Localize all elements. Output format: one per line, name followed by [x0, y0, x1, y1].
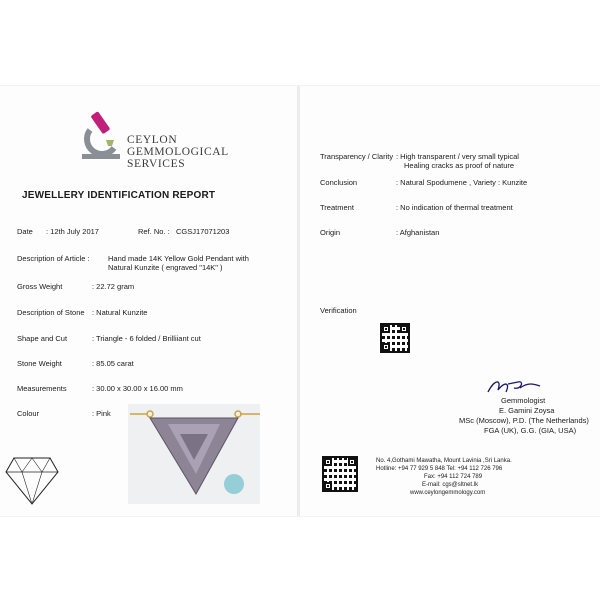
field-label: Colour — [17, 409, 40, 418]
kunzite-pendant-icon — [128, 404, 260, 504]
field-value: : Natural Spodumene , Variety : Kunzite — [396, 178, 528, 187]
logo-line-3: SERVICES — [127, 158, 186, 170]
left-page — [0, 86, 300, 516]
field-value: Hand made 14K Yellow Gold Pendant with — [108, 254, 249, 263]
logo-line-2: GEMMOLOGICAL — [127, 146, 229, 158]
diamond-outline-icon — [4, 452, 60, 508]
field-label: Transparency / Clarity — [320, 152, 394, 161]
date-value: : 12th July 2017 — [46, 227, 99, 236]
microscope-logo-icon — [80, 110, 124, 162]
email-line[interactable]: E-mail: cgs@sltnet.lk — [422, 482, 479, 488]
ref-label: Ref. No. : — [138, 227, 170, 236]
date-label: Date — [17, 227, 33, 236]
verification-label: Verification — [320, 306, 357, 315]
field-value-continued: Natural Kunzite ( engraved "14K" ) — [108, 263, 223, 272]
field-value: : 85.05 carat — [92, 359, 134, 368]
field-label: Treatment — [320, 203, 354, 212]
field-value: : 22.72 gram — [92, 282, 135, 291]
gemmologist-role: Gemmologist — [501, 396, 546, 405]
field-label: Gross Weight — [17, 282, 63, 291]
field-label: Shape and Cut — [17, 334, 68, 343]
website-link[interactable]: www.ceylongemmology.com — [410, 490, 486, 496]
field-label: Stone Weight — [17, 359, 62, 368]
field-label: Description of Stone — [17, 308, 85, 317]
fax-line: Fax: +94 112 724 789 — [424, 474, 483, 480]
field-value: : Afghanistan — [396, 228, 440, 237]
field-value: : Triangle - 6 folded / Brilliiant cut — [92, 334, 201, 343]
right-page — [300, 86, 600, 516]
field-label: Measurements — [17, 384, 67, 393]
logo-line-1: CEYLON — [127, 134, 178, 146]
footer-qr-icon[interactable] — [322, 456, 358, 492]
field-value: : High transparent / very small typical — [396, 152, 519, 161]
verification-qr-icon[interactable] — [380, 323, 410, 353]
field-label: Description of Article : — [17, 254, 90, 263]
field-value: : No indication of thermal treatment — [396, 203, 513, 212]
field-value-continued: Healing cracks as proof of nature — [404, 161, 515, 170]
gemmologist-name: E. Gamini Zoysa — [499, 406, 555, 415]
field-value: : Pink — [92, 409, 111, 418]
field-value: : Natural Kunzite — [92, 308, 148, 317]
gemmologist-credentials: MSc (Moscow), P.D. (The Netherlands) — [459, 416, 589, 425]
ref-value: CGSJ17071203 — [176, 227, 230, 236]
address-line: No. 4,Gothami Mawatha, Mount Lavinia ,Sri Lanka. — [376, 458, 512, 464]
phone-line: Hotline: +94 77 929 5 848 Tel: +94 112 726 796 — [376, 466, 503, 472]
field-value: : 30.00 x 30.00 x 16.00 mm — [92, 384, 183, 393]
signature-icon — [484, 374, 544, 398]
gemmologist-credentials: FGA (UK), G.G. (GIA, USA) — [484, 426, 577, 435]
field-label: Origin — [320, 228, 341, 237]
report-title: JEWELLERY IDENTIFICATION REPORT — [22, 190, 216, 201]
field-label: Conclusion — [320, 178, 358, 187]
gem-photo — [128, 404, 260, 504]
